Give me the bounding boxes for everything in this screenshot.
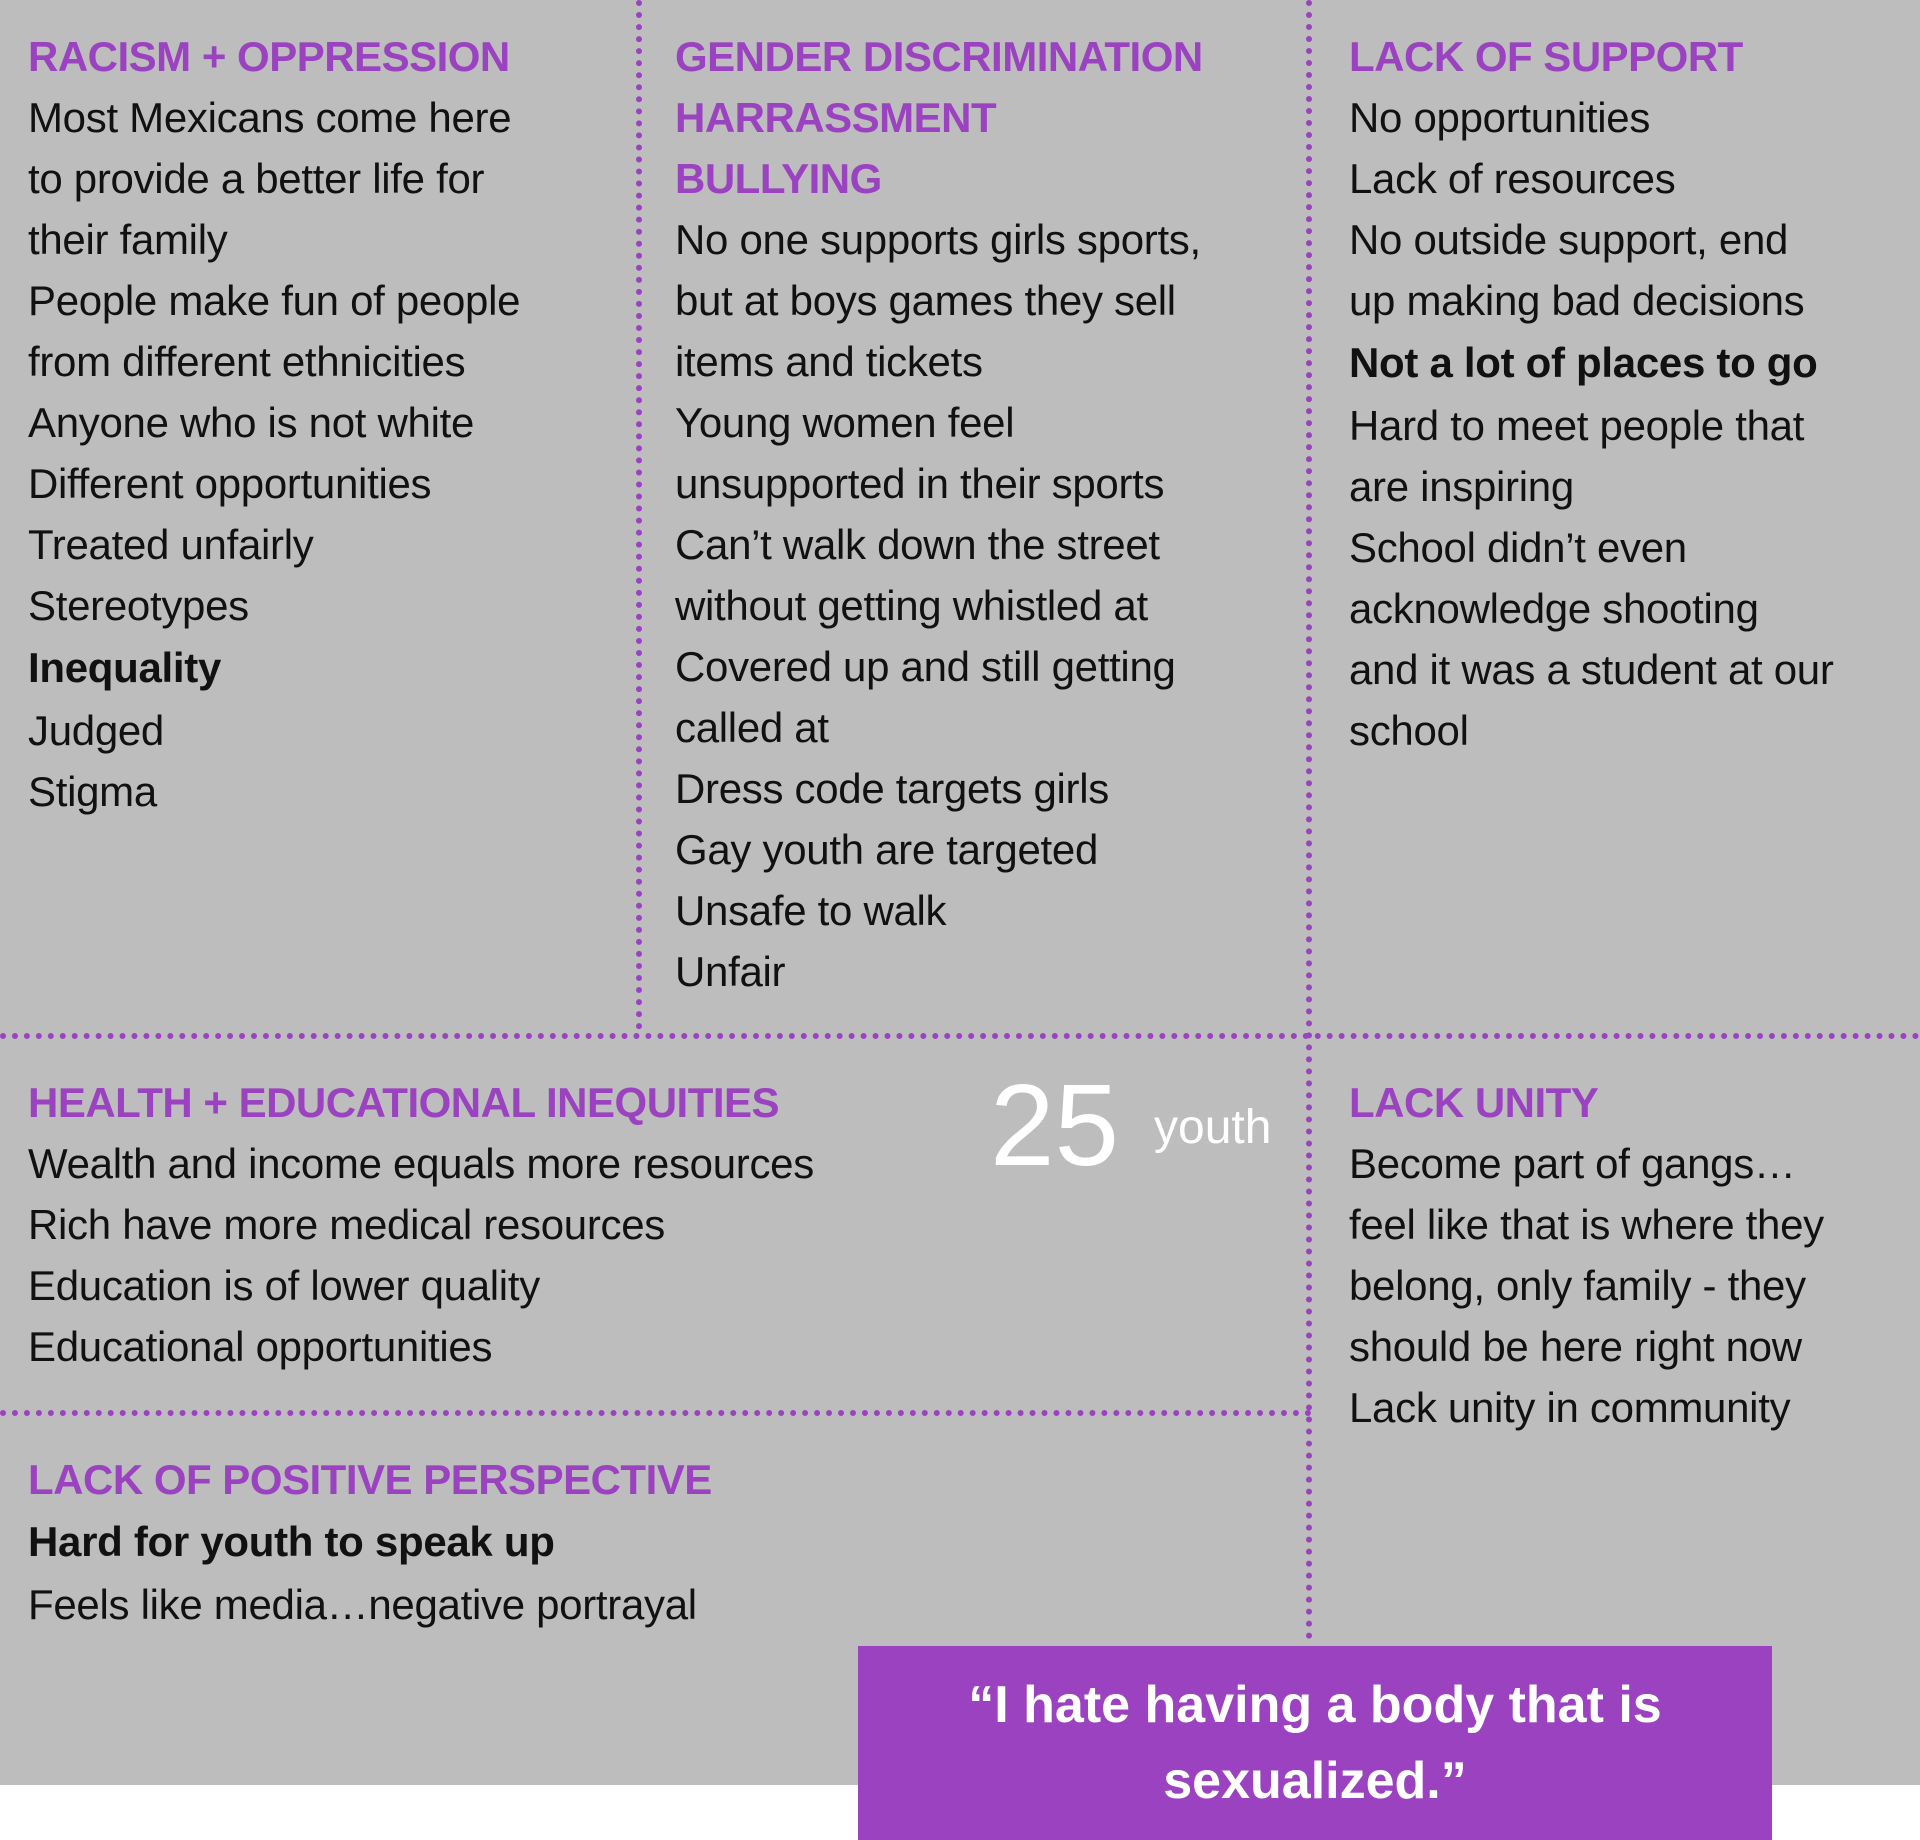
- section-lack-of-support: [1349, 26, 1909, 761]
- list-item: Lack unity in community: [1349, 1384, 1791, 1431]
- divider-horizontal-lower: [0, 1410, 1312, 1416]
- list-item: No outside support, end: [1349, 216, 1789, 263]
- list-item-emphasis: Not a lot of places to go: [1349, 339, 1818, 386]
- list-item: feel like that is where they: [1349, 1201, 1824, 1248]
- list-item: to provide a better life for: [28, 155, 485, 202]
- list-item-emphasis: Inequality: [28, 644, 222, 691]
- list-item: Hard to meet people that: [1349, 402, 1805, 449]
- divider-vertical-right: [1306, 0, 1312, 1640]
- quote-callout: [858, 1646, 1772, 1840]
- youth-count: 25: [990, 1060, 1120, 1190]
- section-heading-line: HARRASSMENT: [675, 94, 997, 141]
- list-item: acknowledge shooting: [1349, 585, 1759, 632]
- divider-horizontal-middle: [0, 1033, 1920, 1039]
- list-item: No one supports girls sports,: [675, 216, 1201, 263]
- list-item: Can’t walk down the street: [675, 521, 1160, 568]
- list-item: and it was a student at our: [1349, 646, 1834, 693]
- list-item: are inspiring: [1349, 463, 1574, 510]
- section-heading: LACK UNITY: [1349, 1079, 1599, 1126]
- item-list: [1349, 87, 1909, 761]
- item-list: [28, 1133, 988, 1377]
- list-item: Unsafe to walk: [675, 887, 947, 934]
- section-heading-line: GENDER DISCRIMINATION: [675, 33, 1203, 80]
- list-item: Treated unfairly: [28, 521, 314, 568]
- list-item: People make fun of people: [28, 277, 521, 324]
- list-item: Wealth and income equals more resources: [28, 1140, 814, 1187]
- list-item: Most Mexicans come here: [28, 94, 512, 141]
- section-lack-unity: [1349, 1072, 1909, 1438]
- list-item: School didn’t even: [1349, 524, 1687, 571]
- list-item: belong, only family - they: [1349, 1262, 1806, 1309]
- list-item: but at boys games they sell: [675, 277, 1176, 324]
- list-item: Unfair: [675, 948, 786, 995]
- list-item: Stereotypes: [28, 582, 249, 629]
- section-heading-line: BULLYING: [675, 155, 882, 202]
- list-item: school: [1349, 707, 1469, 754]
- list-item: should be here right now: [1349, 1323, 1802, 1370]
- list-item: Rich have more medical resources: [28, 1201, 665, 1248]
- list-item: Education is of lower quality: [28, 1262, 540, 1309]
- section-heading: HEALTH + EDUCATIONAL INEQUITIES: [28, 1079, 780, 1126]
- list-item: items and tickets: [675, 338, 983, 385]
- section-lack-of-positive-perspective: [28, 1449, 988, 1635]
- section-heading: RACISM + OPPRESSION: [28, 33, 510, 80]
- list-item: Stigma: [28, 768, 157, 815]
- list-item: Feels like media…negative portrayal: [28, 1581, 697, 1628]
- list-item-emphasis: Hard for youth to speak up: [28, 1518, 555, 1565]
- quote-text: “I hate having a body that is sexualized.”: [968, 1676, 1662, 1810]
- section-racism-oppression: [28, 26, 628, 822]
- list-item: Educational opportunities: [28, 1323, 493, 1370]
- list-item: Anyone who is not white: [28, 399, 475, 446]
- list-item: Judged: [28, 707, 164, 754]
- list-item: Become part of gangs…: [1349, 1140, 1796, 1187]
- list-item: without getting whistled at: [675, 582, 1148, 629]
- list-item: Gay youth are targeted: [675, 826, 1098, 873]
- list-item: No opportunities: [1349, 94, 1651, 141]
- list-item: their family: [28, 216, 228, 263]
- section-heading: LACK OF SUPPORT: [1349, 33, 1743, 80]
- section-heading: LACK OF POSITIVE PERSPECTIVE: [28, 1456, 712, 1503]
- list-item: up making bad decisions: [1349, 277, 1805, 324]
- list-item: called at: [675, 704, 829, 751]
- list-item: Dress code targets girls: [675, 765, 1109, 812]
- list-item: from different ethnicities: [28, 338, 466, 385]
- youth-label: youth: [1154, 1101, 1272, 1154]
- item-list: [28, 87, 628, 822]
- item-list: [675, 209, 1295, 1002]
- list-item: unsupported in their sports: [675, 460, 1165, 507]
- list-item: Lack of resources: [1349, 155, 1676, 202]
- item-list: [1349, 1133, 1909, 1438]
- list-item: Young women feel: [675, 399, 1015, 446]
- list-item: Covered up and still getting: [675, 643, 1176, 690]
- item-list: [28, 1510, 988, 1635]
- section-gender-discrimination: [675, 26, 1295, 1002]
- list-item: Different opportunities: [28, 460, 432, 507]
- divider-vertical-left: [636, 0, 642, 1030]
- section-health-educational-inequities: [28, 1072, 988, 1377]
